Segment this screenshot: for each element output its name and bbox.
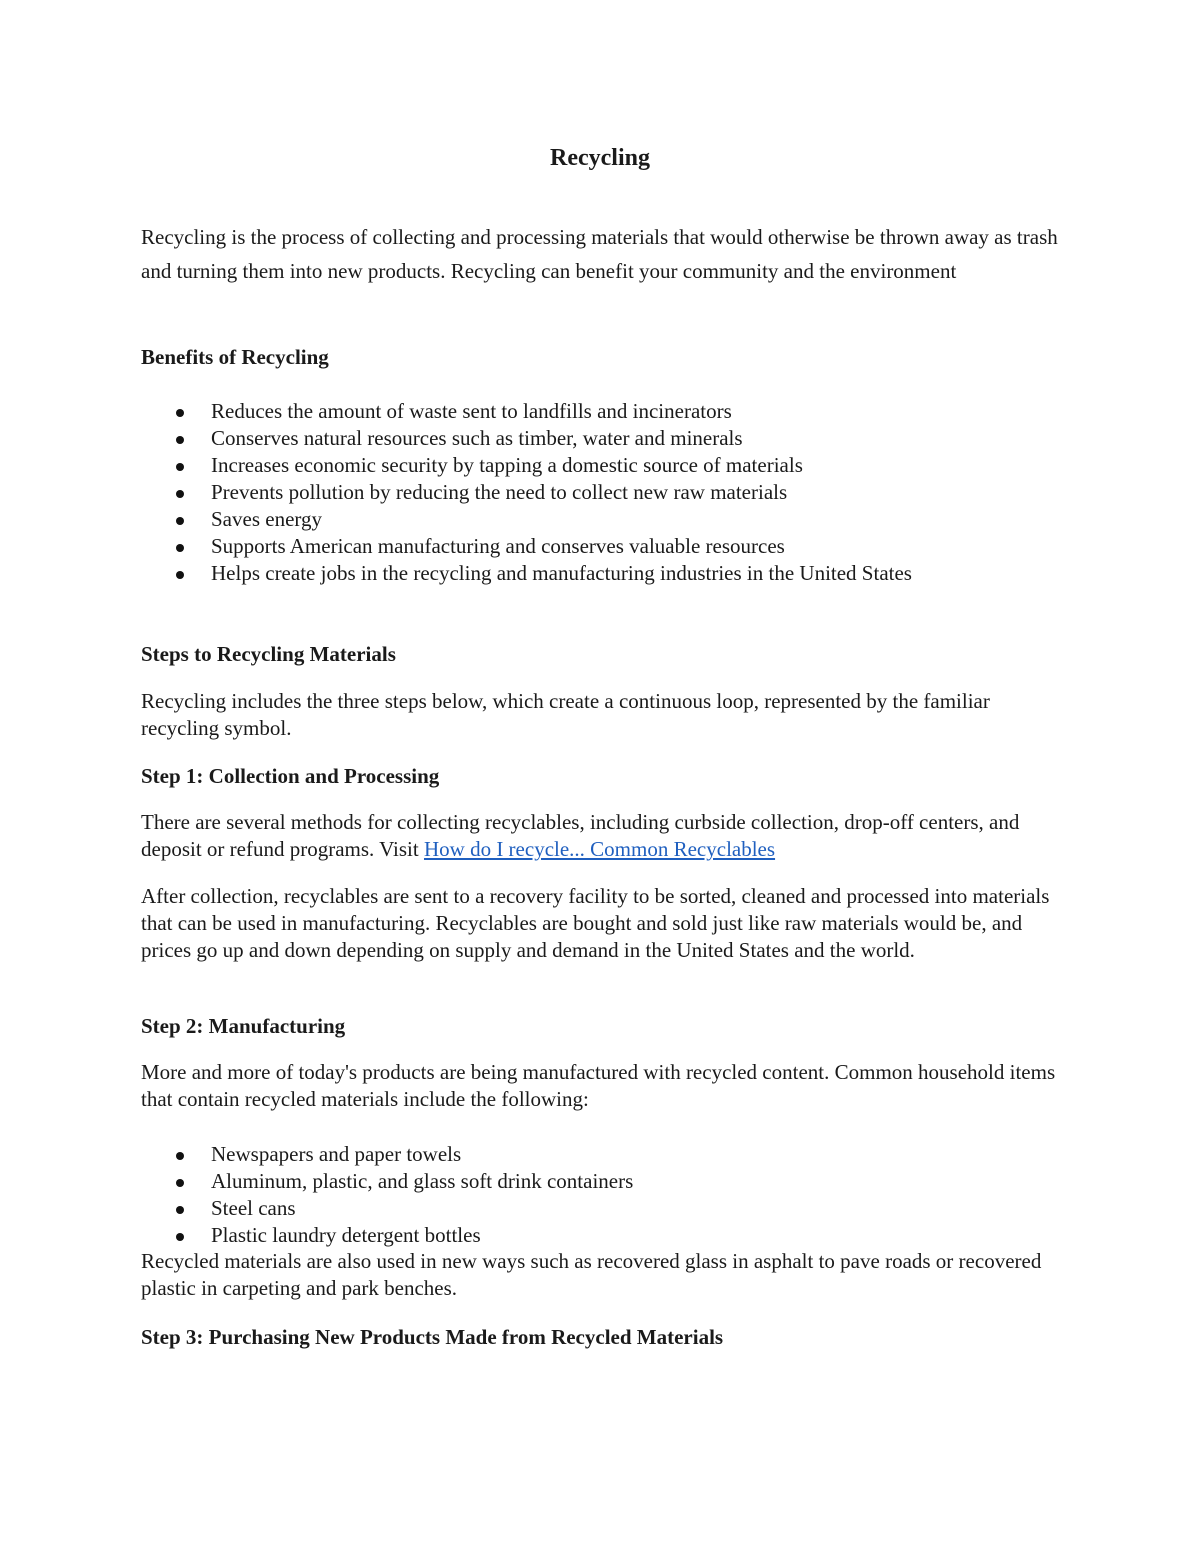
step3-heading: Step 3: Purchasing New Products Made from Recycled Materials	[141, 1325, 724, 1349]
bullet-icon	[176, 436, 184, 444]
bullet-icon	[176, 490, 184, 498]
benefits-list	[141, 398, 1041, 587]
bullet-icon	[176, 1233, 184, 1241]
list-item: Conserves natural resources such as timber, water and minerals	[141, 425, 1041, 452]
list-item: Newspapers and paper towels	[141, 1141, 1041, 1168]
list-item: Prevents pollution by reducing the need to collect new raw materials	[141, 479, 1041, 506]
steps-heading: Steps to Recycling Materials	[141, 642, 396, 666]
list-item: Supports American manufacturing and conserves valuable resources	[141, 533, 1041, 560]
list-item: Reduces the amount of waste sent to landfills and incinerators	[141, 398, 1041, 425]
list-item: Helps create jobs in the recycling and manufacturing industries in the United States	[141, 560, 1041, 587]
step1-paragraph-1: There are several methods for collecting recyclables, including curbside collection, drop-off centers, and deposit or refund programs. Visit How do I recycle... Common Recyclables	[141, 810, 1020, 861]
bullet-icon	[176, 544, 184, 552]
list-item: Saves energy	[141, 506, 1041, 533]
bullet-icon	[176, 409, 184, 417]
list-item: Steel cans	[141, 1195, 1041, 1222]
step2-heading: Step 2: Manufacturing	[141, 1014, 346, 1038]
step2-paragraph-1: More and more of today's products are being manufactured with recycled content. Common household items that contain recycled materials include the following:	[141, 1060, 1056, 1111]
bullet-icon	[176, 1152, 184, 1160]
steps-intro-paragraph: Recycling includes the three steps below, which create a continuous loop, represented by the familiar recycling symbol.	[141, 689, 990, 740]
bullet-icon	[176, 463, 184, 471]
benefits-heading: Benefits of Recycling	[141, 345, 329, 369]
list-item: Aluminum, plastic, and glass soft drink containers	[141, 1168, 1041, 1195]
step2-items-list	[141, 1141, 1041, 1249]
common-recyclables-link[interactable]: How do I recycle... Common Recyclables	[423, 837, 776, 861]
page-title: Recycling	[550, 145, 650, 171]
list-item: Increases economic security by tapping a domestic source of materials	[141, 452, 1041, 479]
bullet-icon	[176, 571, 184, 579]
bullet-icon	[176, 517, 184, 525]
intro-paragraph: Recycling is the process of collecting and processing materials that would otherwise be thrown away as trash and turning them into new products. Recycling can benefit your community and the environment	[141, 225, 1058, 283]
bullet-icon	[176, 1206, 184, 1214]
bullet-icon	[176, 1179, 184, 1187]
list-item: Plastic laundry detergent bottles	[141, 1222, 1041, 1249]
step2-paragraph-2: Recycled materials are also used in new ways such as recovered glass in asphalt to pave roads or recovered plastic in carpeting and park benches.	[141, 1249, 1042, 1300]
step1-heading: Step 1: Collection and Processing	[141, 764, 440, 788]
step1-paragraph-2: After collection, recyclables are sent to a recovery facility to be sorted, cleaned and processed into materials that can be used in manufacturing. Recyclables are bought and sold just like raw materials would be, and prices go up and down depending on supply and demand in the United States and the world.	[141, 884, 1050, 962]
